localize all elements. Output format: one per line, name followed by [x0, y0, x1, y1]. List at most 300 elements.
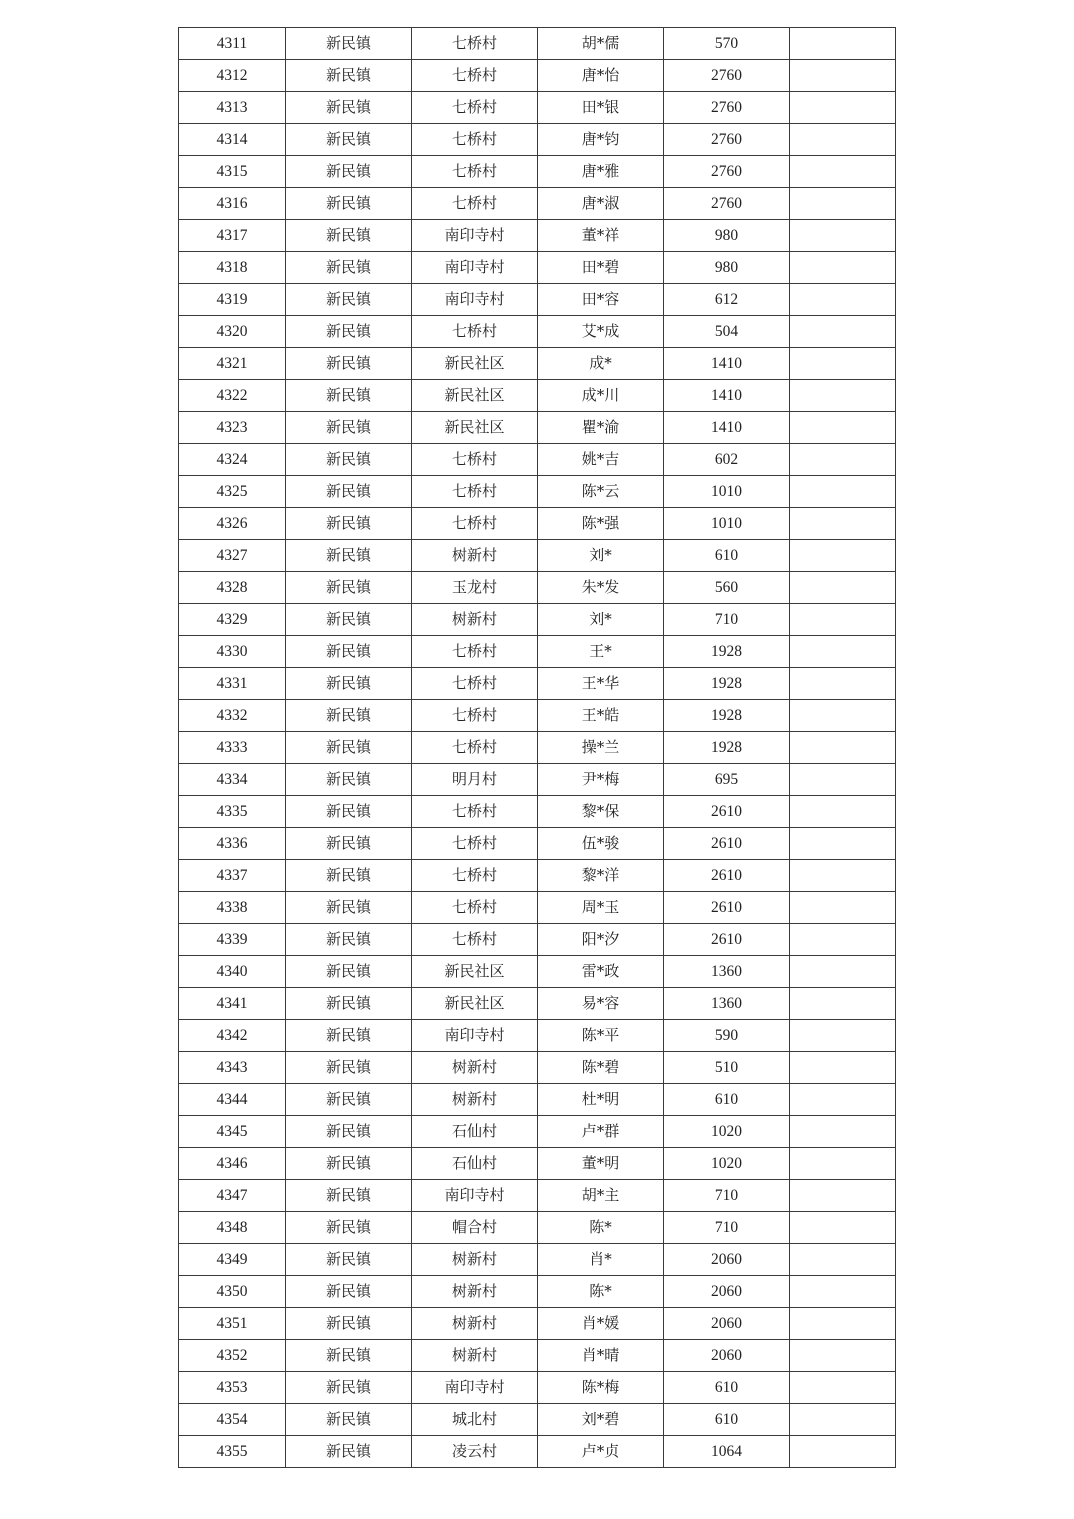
village-cell: 凌云村 — [412, 1436, 538, 1468]
amount-cell: 612 — [664, 284, 790, 316]
row-number-cell: 4336 — [179, 828, 286, 860]
row-number-cell: 4328 — [179, 572, 286, 604]
name-cell: 胡*儒 — [538, 28, 664, 60]
table-row — [179, 540, 896, 572]
village-cell: 新民社区 — [412, 412, 538, 444]
amount-cell: 1010 — [664, 508, 790, 540]
name-cell: 陈*碧 — [538, 1052, 664, 1084]
row-number-cell: 4315 — [179, 156, 286, 188]
note-cell — [790, 444, 896, 476]
row-number-cell: 4326 — [179, 508, 286, 540]
table-row — [179, 156, 896, 188]
amount-cell: 980 — [664, 220, 790, 252]
table-row — [179, 316, 896, 348]
town-cell: 新民镇 — [286, 60, 412, 92]
note-cell — [790, 668, 896, 700]
town-cell: 新民镇 — [286, 1148, 412, 1180]
village-cell: 七桥村 — [412, 316, 538, 348]
note-cell — [790, 1180, 896, 1212]
town-cell: 新民镇 — [286, 1020, 412, 1052]
table-row — [179, 732, 896, 764]
name-cell: 姚*吉 — [538, 444, 664, 476]
table-row — [179, 1180, 896, 1212]
village-cell: 城北村 — [412, 1404, 538, 1436]
village-cell: 七桥村 — [412, 124, 538, 156]
name-cell: 伍*骏 — [538, 828, 664, 860]
note-cell — [790, 956, 896, 988]
row-number-cell: 4327 — [179, 540, 286, 572]
town-cell: 新民镇 — [286, 572, 412, 604]
village-cell: 七桥村 — [412, 476, 538, 508]
note-cell — [790, 796, 896, 828]
table-row — [179, 572, 896, 604]
row-number-cell: 4349 — [179, 1244, 286, 1276]
village-cell: 树新村 — [412, 1340, 538, 1372]
amount-cell: 2610 — [664, 924, 790, 956]
note-cell — [790, 1308, 896, 1340]
village-cell: 七桥村 — [412, 92, 538, 124]
amount-cell: 570 — [664, 28, 790, 60]
amount-cell: 2060 — [664, 1340, 790, 1372]
town-cell: 新民镇 — [286, 636, 412, 668]
row-number-cell: 4314 — [179, 124, 286, 156]
name-cell: 周*玉 — [538, 892, 664, 924]
amount-cell: 1064 — [664, 1436, 790, 1468]
table-row — [179, 988, 896, 1020]
row-number-cell: 4335 — [179, 796, 286, 828]
table-row — [179, 124, 896, 156]
name-cell: 陈*云 — [538, 476, 664, 508]
table-row — [179, 604, 896, 636]
town-cell: 新民镇 — [286, 1276, 412, 1308]
note-cell — [790, 924, 896, 956]
town-cell: 新民镇 — [286, 252, 412, 284]
row-number-cell: 4330 — [179, 636, 286, 668]
table-row — [179, 60, 896, 92]
town-cell: 新民镇 — [286, 28, 412, 60]
village-cell: 新民社区 — [412, 348, 538, 380]
row-number-cell: 4319 — [179, 284, 286, 316]
row-number-cell: 4311 — [179, 28, 286, 60]
note-cell — [790, 732, 896, 764]
note-cell — [790, 220, 896, 252]
amount-cell: 2760 — [664, 188, 790, 220]
name-cell: 唐*怡 — [538, 60, 664, 92]
village-cell: 七桥村 — [412, 796, 538, 828]
note-cell — [790, 1372, 896, 1404]
amount-cell: 710 — [664, 1180, 790, 1212]
village-cell: 七桥村 — [412, 156, 538, 188]
name-cell: 卢*贞 — [538, 1436, 664, 1468]
table-row — [179, 1020, 896, 1052]
name-cell: 董*明 — [538, 1148, 664, 1180]
note-cell — [790, 28, 896, 60]
table-row — [179, 348, 896, 380]
town-cell: 新民镇 — [286, 476, 412, 508]
amount-cell: 1410 — [664, 348, 790, 380]
town-cell: 新民镇 — [286, 1308, 412, 1340]
village-cell: 七桥村 — [412, 924, 538, 956]
table-row — [179, 1212, 896, 1244]
note-cell — [790, 700, 896, 732]
note-cell — [790, 988, 896, 1020]
note-cell — [790, 316, 896, 348]
row-number-cell: 4316 — [179, 188, 286, 220]
village-cell: 南印寺村 — [412, 252, 538, 284]
amount-cell: 590 — [664, 1020, 790, 1052]
village-cell: 七桥村 — [412, 828, 538, 860]
amount-cell: 2760 — [664, 92, 790, 124]
village-cell: 七桥村 — [412, 732, 538, 764]
note-cell — [790, 92, 896, 124]
note-cell — [790, 380, 896, 412]
note-cell — [790, 124, 896, 156]
amount-cell: 2060 — [664, 1244, 790, 1276]
name-cell: 朱*发 — [538, 572, 664, 604]
village-cell: 玉龙村 — [412, 572, 538, 604]
row-number-cell: 4340 — [179, 956, 286, 988]
town-cell: 新民镇 — [286, 860, 412, 892]
town-cell: 新民镇 — [286, 604, 412, 636]
village-cell: 新民社区 — [412, 988, 538, 1020]
table-row — [179, 1308, 896, 1340]
name-cell: 成*川 — [538, 380, 664, 412]
name-cell: 刘* — [538, 604, 664, 636]
name-cell: 董*祥 — [538, 220, 664, 252]
town-cell: 新民镇 — [286, 1052, 412, 1084]
village-cell: 树新村 — [412, 1276, 538, 1308]
table-row — [179, 284, 896, 316]
village-cell: 七桥村 — [412, 700, 538, 732]
village-cell: 南印寺村 — [412, 284, 538, 316]
amount-cell: 1360 — [664, 956, 790, 988]
table-row — [179, 444, 896, 476]
town-cell: 新民镇 — [286, 316, 412, 348]
note-cell — [790, 508, 896, 540]
town-cell: 新民镇 — [286, 444, 412, 476]
town-cell: 新民镇 — [286, 732, 412, 764]
note-cell — [790, 1116, 896, 1148]
row-number-cell: 4325 — [179, 476, 286, 508]
name-cell: 王*皓 — [538, 700, 664, 732]
note-cell — [790, 636, 896, 668]
amount-cell: 1020 — [664, 1148, 790, 1180]
village-cell: 树新村 — [412, 1308, 538, 1340]
row-number-cell: 4318 — [179, 252, 286, 284]
village-cell: 南印寺村 — [412, 1372, 538, 1404]
town-cell: 新民镇 — [286, 284, 412, 316]
name-cell: 刘* — [538, 540, 664, 572]
table-row — [179, 860, 896, 892]
village-cell: 帽合村 — [412, 1212, 538, 1244]
table-row — [179, 508, 896, 540]
town-cell: 新民镇 — [286, 540, 412, 572]
village-cell: 南印寺村 — [412, 1180, 538, 1212]
note-cell — [790, 60, 896, 92]
table-body — [179, 28, 896, 1468]
row-number-cell: 4355 — [179, 1436, 286, 1468]
amount-cell: 504 — [664, 316, 790, 348]
table-row — [179, 796, 896, 828]
amount-cell: 1020 — [664, 1116, 790, 1148]
note-cell — [790, 1148, 896, 1180]
village-cell: 树新村 — [412, 1052, 538, 1084]
table-row — [179, 1340, 896, 1372]
note-cell — [790, 156, 896, 188]
town-cell: 新民镇 — [286, 668, 412, 700]
town-cell: 新民镇 — [286, 508, 412, 540]
table-row — [179, 412, 896, 444]
name-cell: 陈*平 — [538, 1020, 664, 1052]
town-cell: 新民镇 — [286, 380, 412, 412]
name-cell: 卢*群 — [538, 1116, 664, 1148]
village-cell: 七桥村 — [412, 444, 538, 476]
town-cell: 新民镇 — [286, 348, 412, 380]
table-row — [179, 1372, 896, 1404]
name-cell: 唐*雅 — [538, 156, 664, 188]
note-cell — [790, 1244, 896, 1276]
note-cell — [790, 188, 896, 220]
note-cell — [790, 252, 896, 284]
name-cell: 艾*成 — [538, 316, 664, 348]
name-cell: 肖*晴 — [538, 1340, 664, 1372]
town-cell: 新民镇 — [286, 1180, 412, 1212]
village-cell: 石仙村 — [412, 1116, 538, 1148]
name-cell: 田*容 — [538, 284, 664, 316]
town-cell: 新民镇 — [286, 924, 412, 956]
table-row — [179, 1148, 896, 1180]
town-cell: 新民镇 — [286, 1404, 412, 1436]
note-cell — [790, 1020, 896, 1052]
town-cell: 新民镇 — [286, 1244, 412, 1276]
row-number-cell: 4334 — [179, 764, 286, 796]
row-number-cell: 4341 — [179, 988, 286, 1020]
name-cell: 刘*碧 — [538, 1404, 664, 1436]
town-cell: 新民镇 — [286, 956, 412, 988]
amount-cell: 1928 — [664, 700, 790, 732]
amount-cell: 560 — [664, 572, 790, 604]
data-table — [178, 27, 896, 1468]
table-row — [179, 1436, 896, 1468]
village-cell: 七桥村 — [412, 668, 538, 700]
village-cell: 七桥村 — [412, 892, 538, 924]
name-cell: 瞿*渝 — [538, 412, 664, 444]
note-cell — [790, 604, 896, 636]
name-cell: 雷*政 — [538, 956, 664, 988]
amount-cell: 1928 — [664, 636, 790, 668]
row-number-cell: 4313 — [179, 92, 286, 124]
village-cell: 新民社区 — [412, 380, 538, 412]
table-row — [179, 380, 896, 412]
name-cell: 黎*保 — [538, 796, 664, 828]
name-cell: 陈* — [538, 1212, 664, 1244]
note-cell — [790, 1212, 896, 1244]
row-number-cell: 4351 — [179, 1308, 286, 1340]
name-cell: 王* — [538, 636, 664, 668]
note-cell — [790, 828, 896, 860]
amount-cell: 710 — [664, 1212, 790, 1244]
note-cell — [790, 1436, 896, 1468]
amount-cell: 2610 — [664, 860, 790, 892]
row-number-cell: 4353 — [179, 1372, 286, 1404]
name-cell: 成* — [538, 348, 664, 380]
town-cell: 新民镇 — [286, 828, 412, 860]
amount-cell: 510 — [664, 1052, 790, 1084]
name-cell: 唐*淑 — [538, 188, 664, 220]
row-number-cell: 4332 — [179, 700, 286, 732]
amount-cell: 2610 — [664, 796, 790, 828]
note-cell — [790, 540, 896, 572]
name-cell: 陈*梅 — [538, 1372, 664, 1404]
amount-cell: 2610 — [664, 892, 790, 924]
table-row — [179, 828, 896, 860]
table-row — [179, 892, 896, 924]
village-cell: 树新村 — [412, 540, 538, 572]
row-number-cell: 4329 — [179, 604, 286, 636]
table-row — [179, 252, 896, 284]
town-cell: 新民镇 — [286, 764, 412, 796]
table-row — [179, 956, 896, 988]
name-cell: 肖* — [538, 1244, 664, 1276]
table-row — [179, 1052, 896, 1084]
name-cell: 王*华 — [538, 668, 664, 700]
table-row — [179, 28, 896, 60]
amount-cell: 2060 — [664, 1276, 790, 1308]
amount-cell: 710 — [664, 604, 790, 636]
name-cell: 肖*媛 — [538, 1308, 664, 1340]
name-cell: 操*兰 — [538, 732, 664, 764]
village-cell: 石仙村 — [412, 1148, 538, 1180]
note-cell — [790, 1084, 896, 1116]
row-number-cell: 4322 — [179, 380, 286, 412]
row-number-cell: 4339 — [179, 924, 286, 956]
name-cell: 唐*钧 — [538, 124, 664, 156]
town-cell: 新民镇 — [286, 1212, 412, 1244]
table-row — [179, 1116, 896, 1148]
amount-cell: 610 — [664, 1084, 790, 1116]
amount-cell: 2060 — [664, 1308, 790, 1340]
amount-cell: 695 — [664, 764, 790, 796]
village-cell: 南印寺村 — [412, 220, 538, 252]
amount-cell: 602 — [664, 444, 790, 476]
town-cell: 新民镇 — [286, 220, 412, 252]
town-cell: 新民镇 — [286, 796, 412, 828]
town-cell: 新民镇 — [286, 700, 412, 732]
name-cell: 黎*洋 — [538, 860, 664, 892]
table-row — [179, 700, 896, 732]
town-cell: 新民镇 — [286, 92, 412, 124]
note-cell — [790, 412, 896, 444]
town-cell: 新民镇 — [286, 1372, 412, 1404]
amount-cell: 610 — [664, 1372, 790, 1404]
table-row — [179, 476, 896, 508]
row-number-cell: 4344 — [179, 1084, 286, 1116]
name-cell: 田*碧 — [538, 252, 664, 284]
village-cell: 南印寺村 — [412, 1020, 538, 1052]
amount-cell: 2610 — [664, 828, 790, 860]
note-cell — [790, 572, 896, 604]
table-row — [179, 764, 896, 796]
note-cell — [790, 284, 896, 316]
amount-cell: 2760 — [664, 124, 790, 156]
note-cell — [790, 1276, 896, 1308]
village-cell: 七桥村 — [412, 188, 538, 220]
name-cell: 尹*梅 — [538, 764, 664, 796]
row-number-cell: 4324 — [179, 444, 286, 476]
row-number-cell: 4312 — [179, 60, 286, 92]
row-number-cell: 4354 — [179, 1404, 286, 1436]
table-row — [179, 1244, 896, 1276]
table-row — [179, 92, 896, 124]
name-cell: 陈* — [538, 1276, 664, 1308]
town-cell: 新民镇 — [286, 1340, 412, 1372]
table-row — [179, 1084, 896, 1116]
town-cell: 新民镇 — [286, 124, 412, 156]
town-cell: 新民镇 — [286, 892, 412, 924]
row-number-cell: 4345 — [179, 1116, 286, 1148]
row-number-cell: 4343 — [179, 1052, 286, 1084]
table-row — [179, 1276, 896, 1308]
town-cell: 新民镇 — [286, 156, 412, 188]
name-cell: 易*容 — [538, 988, 664, 1020]
amount-cell: 1928 — [664, 732, 790, 764]
table-row — [179, 220, 896, 252]
village-cell: 七桥村 — [412, 60, 538, 92]
village-cell: 七桥村 — [412, 508, 538, 540]
amount-cell: 2760 — [664, 156, 790, 188]
note-cell — [790, 1404, 896, 1436]
note-cell — [790, 764, 896, 796]
table-row — [179, 188, 896, 220]
name-cell: 阳*汐 — [538, 924, 664, 956]
village-cell: 树新村 — [412, 1244, 538, 1276]
amount-cell: 980 — [664, 252, 790, 284]
town-cell: 新民镇 — [286, 412, 412, 444]
note-cell — [790, 1340, 896, 1372]
amount-cell: 610 — [664, 1404, 790, 1436]
village-cell: 七桥村 — [412, 28, 538, 60]
name-cell: 陈*强 — [538, 508, 664, 540]
amount-cell: 1410 — [664, 412, 790, 444]
village-cell: 新民社区 — [412, 956, 538, 988]
name-cell: 杜*明 — [538, 1084, 664, 1116]
town-cell: 新民镇 — [286, 188, 412, 220]
name-cell: 胡*主 — [538, 1180, 664, 1212]
amount-cell: 1010 — [664, 476, 790, 508]
village-cell: 树新村 — [412, 604, 538, 636]
row-number-cell: 4342 — [179, 1020, 286, 1052]
row-number-cell: 4331 — [179, 668, 286, 700]
note-cell — [790, 860, 896, 892]
village-cell: 七桥村 — [412, 860, 538, 892]
village-cell: 明月村 — [412, 764, 538, 796]
row-number-cell: 4350 — [179, 1276, 286, 1308]
row-number-cell: 4348 — [179, 1212, 286, 1244]
town-cell: 新民镇 — [286, 988, 412, 1020]
table-row — [179, 636, 896, 668]
row-number-cell: 4338 — [179, 892, 286, 924]
row-number-cell: 4337 — [179, 860, 286, 892]
row-number-cell: 4323 — [179, 412, 286, 444]
row-number-cell: 4346 — [179, 1148, 286, 1180]
row-number-cell: 4347 — [179, 1180, 286, 1212]
row-number-cell: 4352 — [179, 1340, 286, 1372]
note-cell — [790, 348, 896, 380]
village-cell: 树新村 — [412, 1084, 538, 1116]
note-cell — [790, 476, 896, 508]
village-cell: 七桥村 — [412, 636, 538, 668]
table-row — [179, 1404, 896, 1436]
